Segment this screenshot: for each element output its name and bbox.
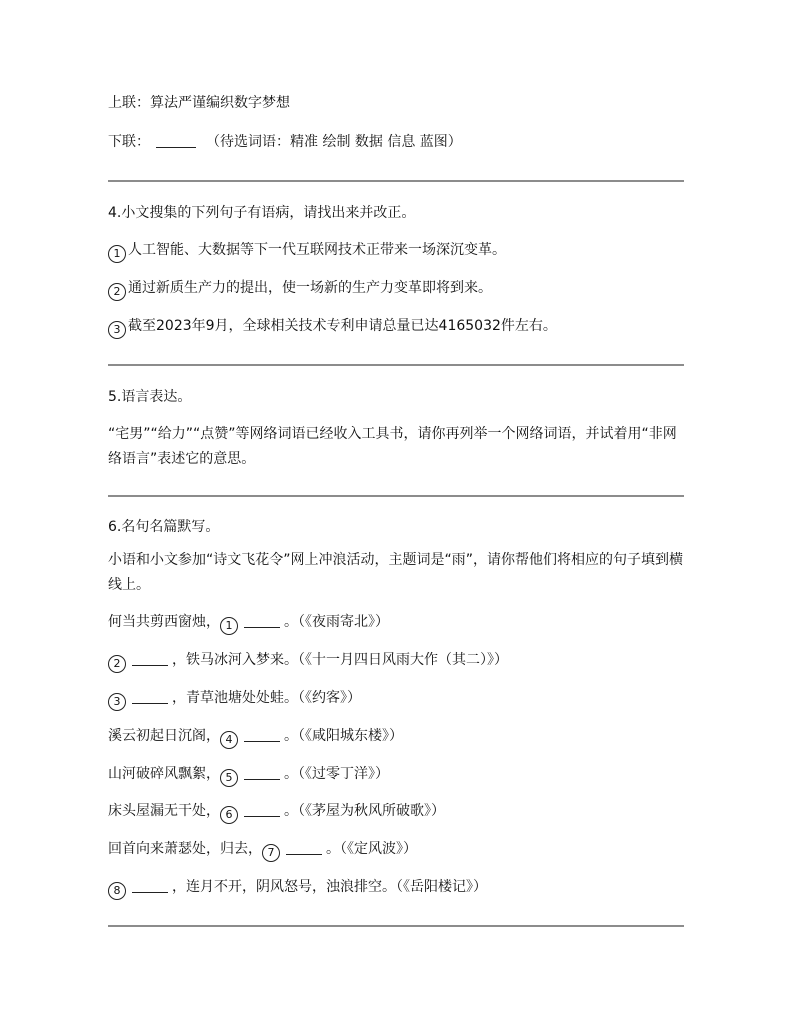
verse-prefix: 何当共剪西窗烛， [108,614,220,630]
q6-item [108,727,403,749]
q6-item [108,651,508,673]
circled-number: 2 [108,655,126,673]
q6-item [108,878,487,900]
q4-item-text: 人工智能、大数据等下一代互联网技术正带来一场深沉变革。 [128,242,506,258]
verse-suffix: ，连月不开，阴风怒号，浊浪排空。（《岳阳楼记》） [172,879,487,895]
q6-item [108,689,361,711]
circled-number: 5 [220,769,238,787]
verse-suffix: 。（《茅屋为秋风所破歌》） [284,803,445,819]
circled-number: 3 [108,693,126,711]
verse-suffix: ，青草池塘处处蛙。（《约客》） [172,690,361,706]
q6-item [108,613,389,635]
q5-body: “宅男”“给力”“点赞”等网络词语已经收入工具书，请你再列举一个网络词语，并试着用“非网络语言”表述它的意思。 [108,426,677,467]
answer-blank[interactable] [132,651,168,666]
verse-prefix: 床头屋漏无干处， [108,803,220,819]
q4-item [108,317,557,339]
section-divider [108,495,684,497]
verse-suffix: 。（《定风波》） [326,841,417,857]
upper-couplet-line [108,94,290,112]
section-divider [108,364,684,366]
answer-blank[interactable] [244,613,280,628]
q6-item [108,802,445,824]
answer-blank[interactable] [132,878,168,893]
lower-couplet-label: 下联： [108,134,150,150]
circled-number: 3 [108,321,126,339]
verse-prefix: 回首向来萧瑟处，归去， [108,841,262,857]
answer-blank[interactable] [244,727,280,742]
answer-blank[interactable] [244,765,280,780]
circled-number: 7 [262,844,280,862]
answer-blank[interactable] [132,689,168,704]
circled-number: 4 [220,731,238,749]
answer-blank[interactable] [244,802,280,817]
verse-suffix: ，铁马冰河入梦来。（《十一月四日风雨大作（其二）》） [172,652,508,668]
circled-number: 1 [108,245,126,263]
q4-item [108,279,492,301]
answer-blank[interactable] [286,840,322,855]
section-divider [108,180,684,182]
upper-couplet-text: 算法严谨编织数字梦想 [150,95,290,111]
circled-number: 6 [220,806,238,824]
q5-title: 5.语言表达。 [108,389,192,405]
q4-item-text: 截至2023年9月，全球相关技术专利申请总量已达4165032件左右。 [128,318,557,334]
verse-prefix: 溪云初起日沉阁， [108,728,220,744]
lower-couplet-blank[interactable] [156,133,196,148]
circled-number: 2 [108,283,126,301]
upper-couplet-label: 上联： [108,95,150,111]
circled-number: 1 [220,617,238,635]
verse-suffix: 。（《夜雨寄北》） [284,614,389,630]
lower-couplet-line [108,133,462,151]
verse-suffix: 。（《过零丁洋》） [284,766,389,782]
q4-item-text: 通过新质生产力的提出，使一场新的生产力变革即将到来。 [128,280,492,296]
q6-title: 6.名句名篇默写。 [108,519,220,535]
q6-item [108,765,389,787]
lower-couplet-options: （待选词语：精准 绘制 数据 信息 蓝图） [206,134,462,150]
section-divider [108,925,684,927]
verse-suffix: 。（《咸阳城东楼》） [284,728,403,744]
circled-number: 8 [108,882,126,900]
verse-prefix: 山河破碎风飘絮， [108,766,220,782]
q6-item [108,840,417,862]
q4-item [108,241,506,263]
q4-title: 4.小文搜集的下列句子有语病，请找出来并改正。 [108,205,416,221]
q6-intro: 小语和小文参加“诗文飞花令”网上冲浪活动，主题词是“雨”，请你帮他们将相应的句子填到横线上。 [108,552,684,593]
